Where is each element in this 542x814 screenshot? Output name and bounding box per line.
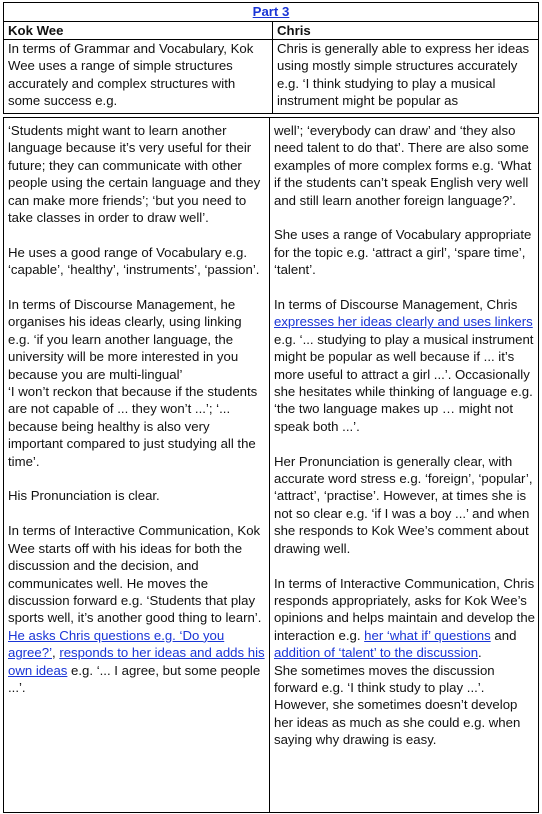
text: . [478, 645, 482, 661]
chris-vocabulary: She uses a range of Vocabulary appropriate for the topic e.g. ‘attract a girl’, ‘spare time’, ‘talent’. [274, 227, 532, 278]
chris-pronunciation: Her Pronunciation is generally clear, with accurate word stress e.g. ‘foreign’, ‘popular’, ‘attract’, ‘practise’. However, at times she is not so clear e.g. ‘if I was a boy ...’ and when she responds to Kok Wee’s comment about drawing well. [274, 453, 533, 556]
what-if-questions-link[interactable]: her ‘what if’ questions [364, 627, 491, 643]
top-table [3, 2, 539, 114]
text: e.g. ‘... I agree, but some people ...’. [8, 662, 261, 695]
kok-wee-intro-text: In terms of Grammar and Vocabulary, Kok Wee uses a range of simple structures accurately and complex structures with some success e.g. [8, 41, 254, 109]
expresses-ideas-link[interactable]: expresses her ideas clearly and uses linkers [274, 314, 533, 330]
chris-discourse [274, 296, 536, 435]
asks-questions-link[interactable]: He asks Chris questions e.g. ‘Do you agree?’ [8, 627, 225, 661]
chris-interactive [274, 575, 536, 662]
text: , [52, 645, 60, 661]
chris-intro [277, 40, 537, 114]
divider [269, 118, 270, 812]
divider [4, 21, 538, 22]
column-header-kok-wee: Kok Wee [8, 23, 64, 38]
talent-addition-link[interactable]: addition of ‘talent’ to the discussion [274, 645, 479, 661]
kok-wee-discourse-examples: ‘I won’t reckon that because if the students are not capable of ... they won’t ...’; ‘... because being healthy is also very important compared to just studying all the time’. [8, 384, 258, 469]
kok-wee-discourse: In terms of Discourse Management, he organises his ideas clearly, using linking e.g. ‘if you learn another language, the university will be more interested in you because you are multi-lingual’ [8, 297, 242, 382]
text: In terms of Interactive Communication, Kok Wee starts off with his ideas for both the discussion and the decision, and communicates well. He moves the discussion forward e.g. ‘Students that play sports well, it’s another good thing to learn’. [8, 523, 262, 626]
main-table [3, 117, 539, 813]
kok-wee-assessment [8, 122, 266, 696]
text: In terms of Interactive Communication, Chris responds appropriately, asks for Kok Wee’s opinions and helps maintain and develop the interaction e.g. [274, 575, 536, 643]
responds-ideas-link[interactable]: responds to her ideas and adds his own ideas [8, 645, 265, 678]
part-title: Part 3 [252, 4, 290, 19]
kok-wee-intro [8, 40, 268, 114]
column-header-chris: Chris [277, 23, 311, 38]
divider [272, 21, 273, 113]
text: and [490, 627, 517, 643]
kok-wee-pronunciation: His Pronunciation is clear. [8, 488, 160, 504]
kok-wee-vocabulary: He uses a good range of Vocabulary e.g. ‘capable’, ‘healthy’, ‘instruments’, ‘passion’. [8, 244, 260, 278]
chris-moves-discussion: She sometimes moves the discussion forward e.g. ‘I think study to play ...’. However, she sometimes doesn’t develop her ideas as much as she could e.g. when saying why drawing is easy. [274, 662, 521, 748]
kok-wee-grammar-examples: ‘Students might want to learn another language because it’s very useful for their future; they can communicate with other people using the certain language and they can make more friends’; ‘but you need to take classes in order to draw well’. [8, 123, 261, 226]
text: e.g. ‘... studying to play a musical instrument might be popular as well because if ... it’s more useful to attract a girl ...’. Occasionally she hesitates while thinking of language e.g. ‘the two language makes up … might not speak both ...’. [274, 331, 534, 434]
text: In terms of Discourse Management, Chris [274, 297, 518, 313]
chris-assessment [274, 122, 536, 749]
chris-intro-text: Chris is generally able to express her ideas using mostly simple structures accurately e.g. ‘I think studying to play a musical instrument might be popular as [277, 41, 530, 109]
chris-grammar-examples: well’; ‘everybody can draw’ and ‘they also need talent to do that’. There are also some examples of more complex forms e.g. ‘What if the students can’t speak English very well and still learn another foreign language?’. [274, 123, 532, 208]
kok-wee-interactive [8, 522, 266, 696]
